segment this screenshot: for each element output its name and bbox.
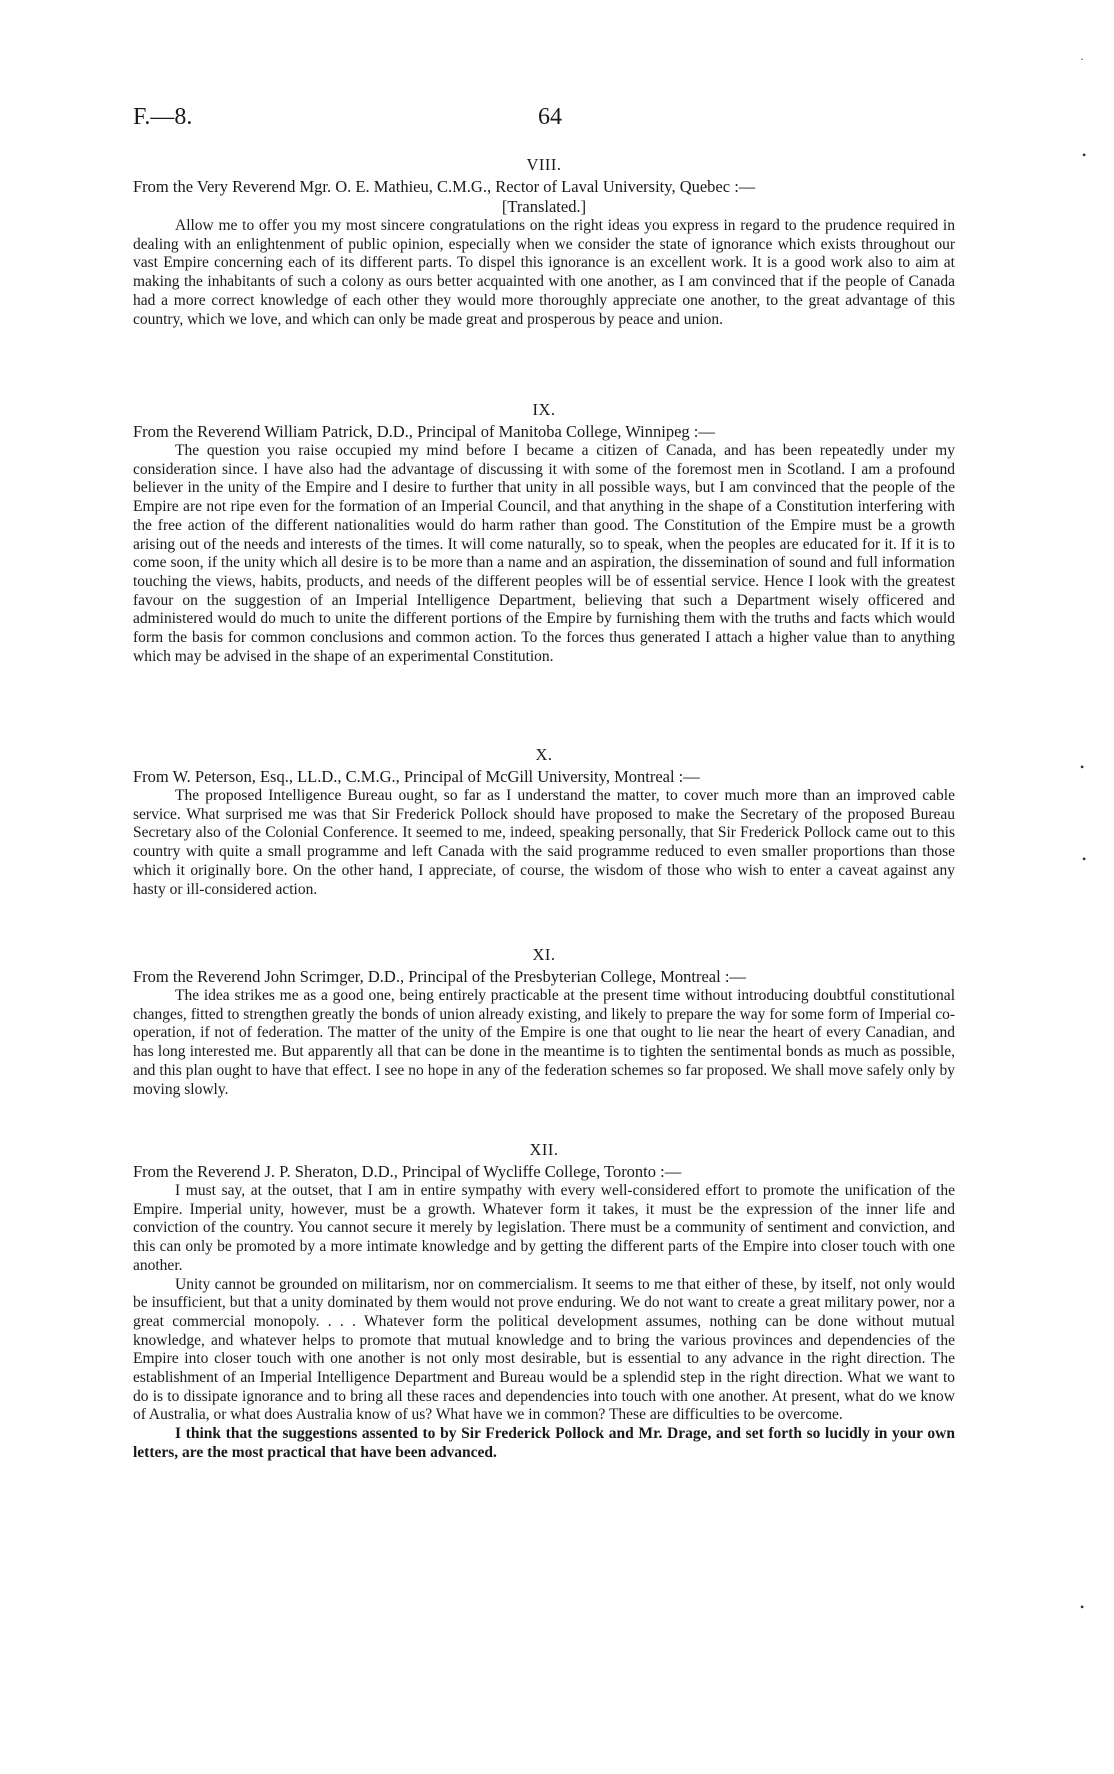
scan-mark: • [1080, 1600, 1085, 1614]
paragraph: I must say, at the outset, that I am in entire sympathy with every well-considered effort to promote the unification of the Empire. Imperial unity, however, must be a growth. Whatever form it takes, it must be the expression of the inner life and conviction of the country. You cannot secure it merely by legislation. There must be a community of sentiment and conviction, and this can only be promoted by a more intimate knowledge and by getting the different parts of the Empire into closer touch with one another. [133, 1182, 955, 1274]
section-intro: From the Reverend John Scrimger, D.D., Principal of the Presbyterian College, Montreal :— [133, 967, 746, 986]
section-numeral: IX. [532, 400, 556, 419]
section-intro: From W. Peterson, Esq., LL.D., C.M.G., Principal of McGill University, Montreal :— [133, 767, 700, 786]
section-intro: From the Reverend J. P. Sheraton, D.D., Principal of Wycliffe College, Toronto :— [133, 1162, 682, 1181]
paragraph: The proposed Intelligence Bureau ought, so far as I understand the matter, to cover much more than an improved cable service. What surprised me was that Sir Frederick Pollock should have proposed to make the Secretary of the proposed Bureau Secretary also of the Colonial Conference. It seemed to me, indeed, speaking personally, that Sir Frederick Pollock came out to this country with quite a small programme and left Canada with the said programme reduced to even smaller proportions than those which it originally bore. On the other hand, I appreciate, of course, the wisdom of those who wish to enter a caveat against any hasty or ill-considered action. [133, 787, 955, 898]
paragraph: Unity cannot be grounded on militarism, nor on commercialism. It seems to me that either of these, by itself, not only would be insufficient, but that a unity dominated by them would not prove enduring. We do not want to create a great military power, nor a great commercial monopoly. . . . Whatever form the political development assumes, nothing can be done without mutual knowledge, and whatever helps to promote that mutual knowledge and to bring the various provinces and dependencies of the Empire into closer touch with one another is not only most desirable, but is essential to any advance in the right direction. The establishment of an Imperial Intelligence Department and Bureau would be a splendid step in the right direction. What we want to do is to dissipate ignorance and to bring all these races and dependencies into touch with one another. At present, what do we know of Australia, or what does Australia know of us? What have we in common? These are difficulties to be overcome. [133, 1275, 955, 1424]
section-intro: From the Very Reverend Mgr. O. E. Mathieu, C.M.G., Rector of Laval University, Quebec :— [133, 177, 756, 196]
paragraph: The question you raise occupied my mind before I became a citizen of Canada, and has been repeatedly under my consideration since. I have also had the advantage of discussing it with some of the foremost men in Scotland. I am a profound believer in the unity of the Empire and I desire to further that unity in all possible ways, but I am convinced that the people of the Empire are not ripe even for the formation of an Imperial Council, and that anything in the shape of a Constitution interfering with the free action of the different nationalities would do harm rather than good. The Constitution of the Empire must be a growth arising out of the needs and interests of the times. It will come naturally, so to speak, when the peoples are educated for it. If it is to come soon, if the unity which all desire is to be more than a name and an aspiration, the dissemination of sound and full information touching the views, habits, products, and needs of the different peoples will be of essential service. Hence I look with the greatest favour on the suggestion of an Imperial Intelligence Department, believing that such a Department wisely officered and administered would do much to unite the different portions of the Empire by furnishing them with the truths and facts which would form the basis for common conclusions and common action. To the forces thus generated I attach a higher value than to anything which may be advised in the shape of an experimental Constitution. [133, 442, 955, 665]
section-numeral: X. [535, 745, 553, 764]
section-x [133, 745, 955, 899]
section-xi [133, 945, 955, 1099]
section-intro: From the Reverend William Patrick, D.D., Principal of Manitoba College, Winnipeg :— [133, 422, 715, 441]
paragraph: The idea strikes me as a good one, being entirely practicable at the present time without introducing doubtful constitutional changes, fitted to strengthen greatly the bonds of union already existing, and likely to prepare the way for some form of Imperial co-operation, if not of federation. The matter of the unity of the Empire is one that ought to lie near the heart of every Canadian, and has long interested me. But apparently all that can be done in the meantime is to tighten the sentimental bonds as much as possible, and this plan ought to have that effect. I see no hope in any of the federation schemes so far proposed. We shall move safely only by moving slowly. [133, 987, 955, 1098]
section-numeral: VIII. [526, 155, 562, 174]
scan-mark: • [1082, 852, 1087, 866]
scan-mark: • [1082, 148, 1087, 162]
translated-note: [Translated.] [501, 197, 587, 216]
scan-mark: • [1080, 760, 1085, 774]
paragraph: Allow me to offer you my most sincere congratulations on the right ideas you express in regard to the prudence required in dealing with an enlightenment of public opinion, especially when we consider the state of ignorance which exists throughout our vast Empire concerning each of its different parts. To dispel this ignorance is an excellent work. It is a good work also to aim at making the inhabitants of such a colony as ours better acquainted with one another, as I am convinced that if the people of Canada had a more correct knowledge of each other they would more thoroughly appreciate one another, to the great advantage of this country, which we love, and which can only be made great and prosperous by peace and union. [133, 217, 955, 328]
document-code: F.—8. [133, 104, 193, 130]
section-numeral: XII. [529, 1140, 559, 1159]
section-numeral: XI. [532, 945, 556, 964]
section-ix [133, 400, 955, 666]
section-viii [133, 155, 955, 329]
scan-mark: · [1080, 52, 1084, 66]
page-number: 64 [538, 104, 562, 130]
section-xii [133, 1140, 955, 1463]
paragraph: I think that the suggestions assented to by Sir Frederick Pollock and Mr. Drage, and set forth so lucidly in your own letters, are the most practical that have been advanced. [133, 1425, 955, 1461]
